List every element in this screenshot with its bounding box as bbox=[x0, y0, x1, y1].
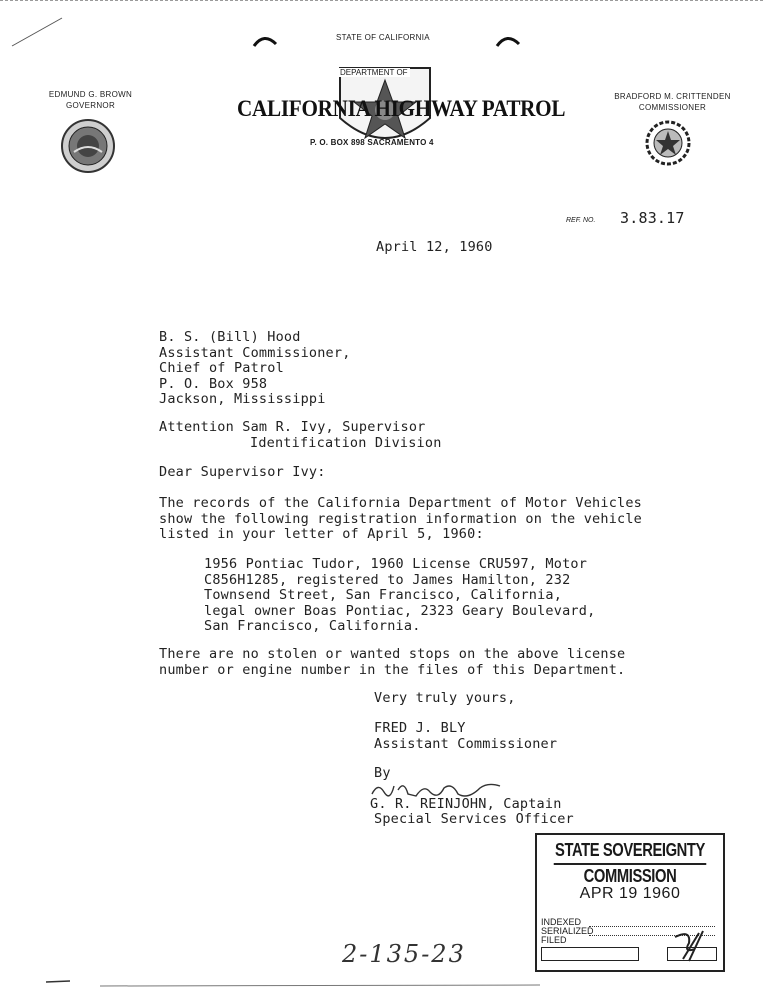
recipient-line: Chief of Patrol bbox=[159, 360, 284, 376]
stamp-date: APR 19 1960 bbox=[579, 885, 681, 902]
file-number: 2-135-23 bbox=[342, 940, 466, 968]
body-paragraph-1 bbox=[159, 496, 642, 543]
attention-line: Attention Sam R. Ivy, Supervisor bbox=[159, 419, 426, 435]
second-signer-title: Special Services Officer bbox=[374, 811, 574, 827]
vehicle-line: San Francisco, California. bbox=[204, 618, 421, 634]
stamp-handwritten-mark bbox=[665, 927, 717, 963]
department-label: DEPARTMENT OF bbox=[340, 68, 408, 77]
body-paragraph-2 bbox=[159, 647, 625, 678]
body-line: listed in your letter of April 5, 1960: bbox=[159, 526, 484, 542]
second-signer-name: G. R. REINJOHN, Captain bbox=[370, 796, 562, 812]
received-stamp bbox=[535, 833, 725, 972]
recipient-line: P. O. Box 958 bbox=[159, 375, 268, 392]
stamp-filed: FILED bbox=[541, 935, 567, 945]
letter-date: April 12, 1960 bbox=[376, 239, 493, 255]
recipient-line: Assistant Commissioner, bbox=[159, 344, 351, 361]
governor-title: GOVERNOR bbox=[65, 101, 116, 110]
attention-division: Identification Division bbox=[250, 435, 442, 451]
stamp-box bbox=[541, 947, 639, 961]
stamp-serialized: SERIALIZED bbox=[541, 926, 594, 936]
commissioner-title: COMMISSIONER bbox=[638, 103, 707, 112]
arc-mark-right bbox=[493, 32, 523, 48]
salutation: Dear Supervisor Ivy: bbox=[159, 464, 326, 480]
body-line: number or engine number in the files of this Department. bbox=[159, 661, 626, 678]
valediction: Very truly yours, bbox=[374, 690, 516, 706]
governor-name: EDMUND G. BROWN bbox=[48, 90, 133, 99]
ref-label: REF. NO. bbox=[566, 217, 596, 224]
body-line: show the following registration information on the vehicle bbox=[159, 510, 643, 527]
signer-title: Assistant Commissioner bbox=[374, 736, 558, 752]
top-edge bbox=[0, 0, 763, 1]
state-seal-icon bbox=[60, 118, 116, 174]
state-label: STATE OF CALIFORNIA bbox=[336, 33, 430, 42]
recipient-block bbox=[159, 330, 351, 408]
recipient-line: Jackson, Mississippi bbox=[159, 391, 326, 407]
stamp-indexed: INDEXED bbox=[541, 917, 582, 927]
recipient-line: B. S. (Bill) Hood bbox=[159, 329, 301, 345]
letterhead-address: P. O. BOX 898 SACRAMENTO 4 bbox=[310, 138, 434, 147]
vehicle-line: legal owner Boas Pontiac, 2323 Geary Boulevard, bbox=[204, 602, 596, 619]
stamp-title: STATE SOVEREIGNTY COMMISSION bbox=[554, 837, 707, 865]
letterhead-title: CALIFORNIA HIGHWAY PATROL bbox=[237, 96, 566, 121]
by-label: By bbox=[374, 765, 391, 781]
body-line: There are no stolen or wanted stops on the above license bbox=[159, 646, 626, 662]
commissioner-name: BRADFORD M. CRITTENDEN bbox=[614, 92, 731, 101]
vehicle-line: Townsend Street, San Francisco, California, bbox=[204, 587, 563, 603]
ref-number: 3.83.17 bbox=[620, 209, 685, 227]
arc-mark-left bbox=[250, 32, 280, 48]
signer-name: FRED J. BLY bbox=[374, 720, 466, 736]
vehicle-line: 1956 Pontiac Tudor, 1960 License CRU597, Motor bbox=[204, 556, 588, 572]
vehicle-line: C856H1285, registered to James Hamilton, 232 bbox=[204, 571, 571, 588]
vehicle-info bbox=[204, 557, 595, 635]
bottom-smudge bbox=[0, 960, 763, 988]
chp-emblem-icon bbox=[643, 118, 693, 168]
body-line: The records of the California Department of Motor Vehicles bbox=[159, 495, 643, 511]
pen-mark bbox=[0, 10, 70, 50]
